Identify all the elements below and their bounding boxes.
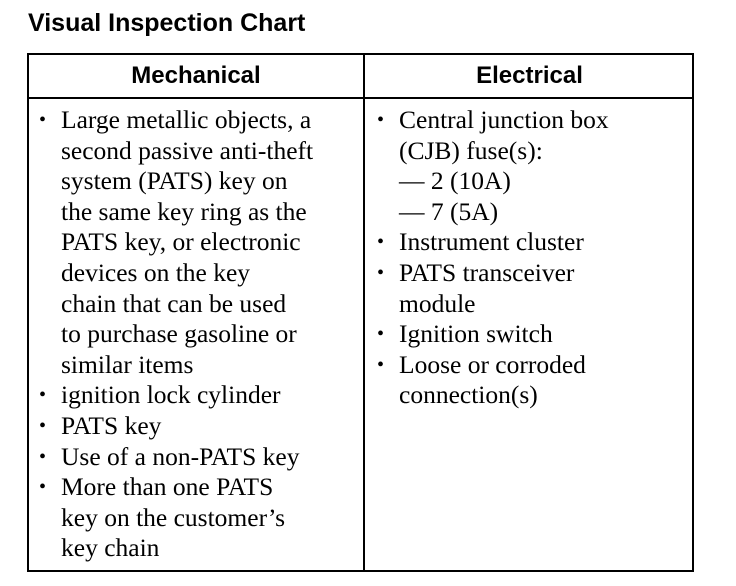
- bullet-icon: •: [377, 323, 385, 346]
- list-item-line: the same key ring as the: [61, 196, 307, 226]
- table-header-row: [29, 55, 692, 99]
- list-item-line: Use of a non-PATS key: [61, 441, 300, 471]
- list-item: [35, 105, 359, 380]
- list-item: [373, 105, 689, 227]
- list-item-line: PATS key: [61, 410, 162, 440]
- list-item-line: Central junction box: [399, 105, 609, 134]
- mechanical-list: [35, 105, 359, 564]
- list-item-line: Instrument cluster: [399, 227, 584, 257]
- list-item: [35, 411, 359, 442]
- list-item: [373, 258, 689, 319]
- bullet-icon: •: [39, 476, 47, 499]
- bullet-icon: •: [377, 231, 385, 254]
- list-item-line: Ignition switch: [399, 319, 553, 349]
- list-item-line: key on the customer’s: [61, 502, 286, 532]
- list-item: [35, 442, 359, 473]
- list-item-line: similar items: [61, 349, 194, 379]
- list-item-line: connection(s): [399, 380, 538, 410]
- list-item-line: chain that can be used: [61, 288, 287, 318]
- list-item-line: More than one PATS: [61, 472, 274, 502]
- list-item: [35, 380, 359, 411]
- list-item-line: devices on the key: [61, 257, 251, 287]
- bullet-icon: •: [39, 384, 47, 407]
- electrical-list: [373, 105, 689, 411]
- page-title: Visual Inspection Chart: [28, 9, 306, 37]
- list-item: [35, 472, 359, 564]
- bullet-icon: •: [377, 109, 385, 131]
- bullet-icon: •: [39, 414, 47, 437]
- list-item: [373, 227, 689, 258]
- list-item-line: PATS transceiver: [399, 257, 575, 287]
- bullet-icon: •: [39, 445, 47, 468]
- bullet-icon: •: [377, 261, 385, 284]
- list-item-line: second passive anti-theft: [61, 135, 314, 165]
- list-item-line: Large metallic objects, a: [61, 105, 312, 134]
- bullet-icon: •: [377, 353, 385, 376]
- list-item: [373, 350, 689, 411]
- inspection-table: [27, 53, 694, 572]
- list-item-line: module: [399, 288, 476, 318]
- list-item-line: key chain: [61, 533, 160, 563]
- list-item-line: Loose or corroded: [399, 349, 586, 379]
- list-item: [373, 319, 689, 350]
- column-header-mechanical: Mechanical: [131, 62, 261, 89]
- fuse-sub-item: — 2 (10A): [399, 166, 511, 196]
- list-item-line: PATS key, or electronic: [61, 227, 301, 257]
- bullet-icon: •: [39, 109, 47, 131]
- list-item-line: to purchase gasoline or: [61, 319, 297, 349]
- fuse-sub-item: — 7 (5A): [399, 196, 499, 226]
- list-item-line: ignition lock cylinder: [61, 380, 281, 410]
- column-header-electrical: Electrical: [476, 62, 583, 89]
- list-item-line: (CJB) fuse(s):: [399, 135, 543, 165]
- list-item-line: system (PATS) key on: [61, 166, 288, 196]
- column-divider: [363, 55, 365, 570]
